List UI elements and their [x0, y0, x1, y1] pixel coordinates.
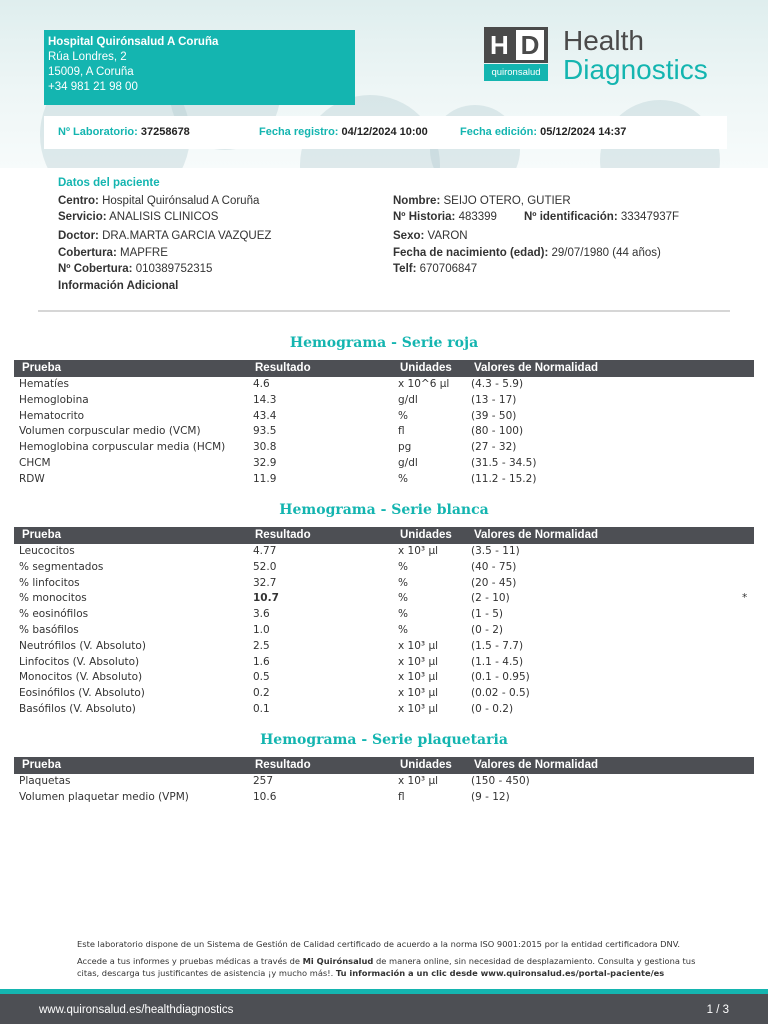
table-header — [14, 757, 754, 774]
test-name: % segmentados — [19, 560, 104, 573]
footer-url[interactable]: www.quironsalud.es/healthdiagnostics — [39, 1004, 234, 1016]
test-name: Plaquetas — [19, 775, 71, 787]
table-row — [0, 623, 768, 639]
table-row — [0, 607, 768, 623]
telf-value: 670706847 — [419, 263, 478, 275]
test-unit: fl — [398, 790, 405, 803]
portal-note-text-a: Accede a tus informes y pruebas médicas a través de — [77, 956, 303, 966]
test-reference-range: (0 - 2) — [471, 624, 504, 636]
patient-ncobertura — [58, 263, 212, 275]
clinic-info — [44, 30, 355, 105]
header-resultado: Resultado — [255, 529, 311, 541]
test-unit: % — [398, 608, 408, 621]
patient-additional-info — [58, 280, 178, 292]
header-valores: Valores de Normalidad — [474, 362, 598, 374]
nacimiento-value: 29/07/1980 (44 años) — [551, 247, 661, 259]
test-result: 93.5 — [253, 425, 277, 438]
test-result: 0.2 — [253, 687, 270, 700]
test-unit: % — [398, 624, 408, 636]
patient-servicio — [58, 211, 218, 223]
test-reference-range: (0.1 - 0.95) — [471, 671, 530, 684]
test-unit: x 10³ µl — [398, 775, 439, 787]
lab-info-bar — [44, 116, 727, 149]
cobertura-value: MAPFRE — [119, 247, 168, 259]
registration-date-label: Fecha registro: — [259, 126, 339, 138]
test-reference-range: (0 - 0.2) — [471, 703, 514, 715]
test-result: 11.9 — [253, 472, 277, 485]
clinic-phone: +34 981 21 98 00 — [48, 81, 138, 93]
logo-letter-h: H — [490, 30, 509, 60]
test-name: CHCM — [19, 457, 51, 469]
test-reference-range: (20 - 45) — [471, 576, 517, 589]
test-reference-range: (1.5 - 7.7) — [471, 639, 524, 652]
test-unit: x 10³ µl — [398, 671, 439, 684]
table-row — [0, 424, 768, 440]
lab-number-label: Nº Laboratorio: — [58, 126, 138, 138]
header-resultado: Resultado — [255, 362, 311, 374]
test-reference-range: (31.5 - 34.5) — [471, 457, 537, 469]
servicio-label: Servicio: — [58, 211, 107, 223]
identificacion-value: 33347937F — [620, 211, 680, 223]
table-row — [0, 472, 768, 488]
registration-date-value: 04/12/2024 10:00 — [341, 126, 428, 138]
centro-value: Hospital Quirónsalud A Coruña — [102, 195, 260, 207]
test-unit: pg — [398, 441, 412, 454]
portal-note-brand: Mi Quirónsalud — [302, 956, 374, 966]
servicio-value: ANALISIS CLINICOS — [109, 211, 219, 223]
out-of-range-flag: * — [742, 592, 748, 605]
portal-note-link[interactable]: Tu información a un clic desde www.quironsalud.es/portal-paciente/es — [335, 968, 665, 978]
patient-historia — [393, 211, 497, 223]
nombre-value: SEIJO OTERO, GUTIER — [443, 195, 571, 207]
health-diagnostics-logo — [484, 27, 734, 83]
test-name: % linfocitos — [19, 576, 80, 589]
edition-date-value: 05/12/2024 14:37 — [540, 126, 627, 138]
test-name: % eosinófilos — [19, 608, 89, 621]
table-row — [0, 655, 768, 671]
patient-cobertura — [58, 247, 168, 259]
test-unit: x 10³ µl — [398, 545, 439, 557]
test-unit: g/dl — [398, 457, 418, 469]
table-row — [0, 670, 768, 686]
section-divider — [38, 310, 730, 312]
quironsalud-logo-text: quironsalud — [484, 64, 548, 81]
header-valores: Valores de Normalidad — [474, 529, 598, 541]
table-row — [0, 377, 768, 393]
test-reference-range: (11.2 - 15.2) — [471, 472, 537, 485]
nombre-label: Nombre: — [393, 195, 441, 207]
test-unit: g/dl — [398, 393, 418, 406]
test-result: 2.5 — [253, 639, 270, 652]
doctor-value: DRA.MARTA GARCIA VAZQUEZ — [102, 230, 272, 242]
header-valores: Valores de Normalidad — [474, 759, 598, 771]
test-result: 0.1 — [253, 703, 270, 715]
clinic-address: Rúa Londres, 2 — [48, 51, 127, 63]
test-name: Hemoglobina — [19, 393, 89, 406]
table-row — [0, 576, 768, 592]
patient-sexo — [393, 230, 468, 242]
patient-centro — [58, 195, 259, 207]
registration-date — [259, 126, 428, 138]
test-name: RDW — [19, 472, 45, 485]
lab-number-value: 37258678 — [140, 126, 190, 138]
test-name: Leucocitos — [19, 545, 75, 557]
test-result: 4.6 — [253, 378, 270, 390]
test-reference-range: (2 - 10) — [471, 592, 510, 605]
test-reference-range: (0.02 - 0.5) — [471, 687, 530, 700]
test-result: 52.0 — [253, 560, 277, 573]
test-result: 0.5 — [253, 671, 270, 684]
test-result: 32.9 — [253, 457, 277, 469]
patient-nacimiento — [393, 247, 661, 259]
section-title: Hemograma - Serie blanca — [279, 502, 489, 518]
test-name: Volumen corpuscular medio (VCM) — [19, 425, 201, 438]
patient-data-title: Datos del paciente — [58, 177, 160, 189]
test-name: Hematíes — [19, 378, 69, 390]
clinic-postal: 15009, A Coruña — [48, 66, 134, 78]
ncobertura-value: 010389752315 — [135, 263, 213, 275]
patient-telf — [393, 263, 477, 275]
logo-letter-d: D — [516, 30, 544, 60]
test-name: Hematocrito — [19, 409, 85, 422]
centro-label: Centro: — [58, 195, 99, 207]
historia-value: 483399 — [458, 211, 497, 223]
test-name: Linfocitos (V. Absoluto) — [19, 655, 140, 668]
ncobertura-label: Nº Cobertura: — [58, 263, 133, 275]
test-unit: % — [398, 409, 408, 422]
header-prueba: Prueba — [22, 529, 61, 541]
test-reference-range: (1.1 - 4.5) — [471, 655, 524, 668]
test-unit: x 10³ µl — [398, 639, 439, 652]
test-name: Eosinófilos (V. Absoluto) — [19, 687, 145, 700]
test-name: % monocitos — [19, 592, 87, 605]
test-result: 43.4 — [253, 409, 277, 422]
test-unit: % — [398, 592, 408, 605]
table-row — [0, 639, 768, 655]
edition-date — [460, 126, 626, 138]
test-unit: fl — [398, 425, 405, 438]
patient-identificacion — [524, 211, 679, 223]
test-unit: % — [398, 576, 408, 589]
header-unidades: Unidades — [400, 759, 452, 771]
test-reference-range: (27 - 32) — [471, 441, 517, 454]
table-row — [0, 702, 768, 718]
test-name: Monocitos (V. Absoluto) — [19, 671, 143, 684]
edition-date-label: Fecha edición: — [460, 126, 538, 138]
table-row — [0, 591, 768, 607]
table-row — [0, 774, 768, 790]
patient-nombre — [393, 195, 571, 207]
test-unit: x 10^6 µl — [398, 378, 450, 390]
additional-info-label: Información Adicional — [58, 280, 179, 292]
test-result: 1.6 — [253, 655, 270, 668]
sexo-label: Sexo: — [393, 230, 425, 242]
identificacion-label: Nº identificación: — [524, 211, 618, 223]
nacimiento-label: Fecha de nacimiento (edad): — [393, 247, 549, 259]
test-name: % basófilos — [19, 624, 79, 636]
test-result: 10.6 — [253, 790, 277, 803]
doctor-label: Doctor: — [58, 230, 99, 242]
footer-bar — [0, 994, 768, 1024]
telf-label: Telf: — [393, 263, 417, 275]
test-unit: x 10³ µl — [398, 655, 439, 668]
table-row — [0, 544, 768, 560]
table-row — [0, 440, 768, 456]
table-row — [0, 456, 768, 472]
table-row — [0, 686, 768, 702]
sexo-value: VARON — [427, 230, 468, 242]
table-row — [0, 790, 768, 806]
section-title: Hemograma - Serie plaquetaria — [260, 732, 508, 748]
test-reference-range: (80 - 100) — [471, 425, 524, 438]
header-prueba: Prueba — [22, 759, 61, 771]
table-header — [14, 360, 754, 377]
test-reference-range: (1 - 5) — [471, 608, 504, 621]
test-name: Volumen plaquetar medio (VPM) — [19, 790, 189, 803]
historia-label: Nº Historia: — [393, 211, 456, 223]
table-row — [0, 409, 768, 425]
test-unit: x 10³ µl — [398, 703, 439, 715]
test-unit: % — [398, 560, 408, 573]
test-result: 14.3 — [253, 393, 277, 406]
lab-number — [58, 126, 190, 138]
test-result: 10.7 — [253, 592, 279, 605]
page-number: 1 / 3 — [706, 1004, 729, 1016]
test-result: 3.6 — [253, 608, 270, 621]
iso-certification-note: Este laboratorio dispone de un Sistema de Gestión de Calidad certificado de acuerdo a la norma ISO 9001:2015 por la entidad certificadora DNV. — [77, 939, 681, 949]
table-row — [0, 393, 768, 409]
patient-portal-note — [77, 955, 697, 979]
section-title: Hemograma - Serie roja — [289, 335, 479, 351]
test-reference-range: (40 - 75) — [471, 560, 517, 573]
test-unit: x 10³ µl — [398, 687, 439, 700]
test-result: 32.7 — [253, 576, 277, 589]
test-reference-range: (39 - 50) — [471, 409, 517, 422]
header-resultado: Resultado — [255, 759, 311, 771]
test-unit: % — [398, 472, 408, 485]
test-result: 1.0 — [253, 624, 270, 636]
header-unidades: Unidades — [400, 529, 452, 541]
logo-health: Health — [563, 25, 644, 56]
header-prueba: Prueba — [22, 362, 61, 374]
logo-diagnostics: Diagnostics — [563, 54, 708, 85]
test-result: 257 — [253, 775, 274, 787]
test-result: 4.77 — [253, 545, 277, 557]
table-row — [0, 560, 768, 576]
portal-note-text-c: de manera online, sin necesidad de desplazamiento. Consulta y gestiona tus citas, descarga tus justificantes de asistencia ¡y mucho más!. — [77, 956, 696, 978]
table-header — [14, 527, 754, 544]
test-reference-range: (150 - 450) — [471, 775, 530, 787]
test-name: Neutrófilos (V. Absoluto) — [19, 639, 146, 652]
test-reference-range: (13 - 17) — [471, 393, 517, 406]
test-reference-range: (3.5 - 11) — [471, 545, 520, 557]
test-name: Hemoglobina corpuscular media (HCM) — [19, 441, 226, 454]
clinic-name: Hospital Quirónsalud A Coruña — [48, 36, 219, 48]
cobertura-label: Cobertura: — [58, 247, 117, 259]
hd-logo-mark — [484, 27, 548, 63]
test-name: Basófilos (V. Absoluto) — [19, 703, 136, 715]
patient-doctor — [58, 230, 271, 242]
test-result: 30.8 — [253, 441, 277, 454]
test-reference-range: (9 - 12) — [471, 790, 510, 803]
test-reference-range: (4.3 - 5.9) — [471, 378, 524, 390]
header-unidades: Unidades — [400, 362, 452, 374]
